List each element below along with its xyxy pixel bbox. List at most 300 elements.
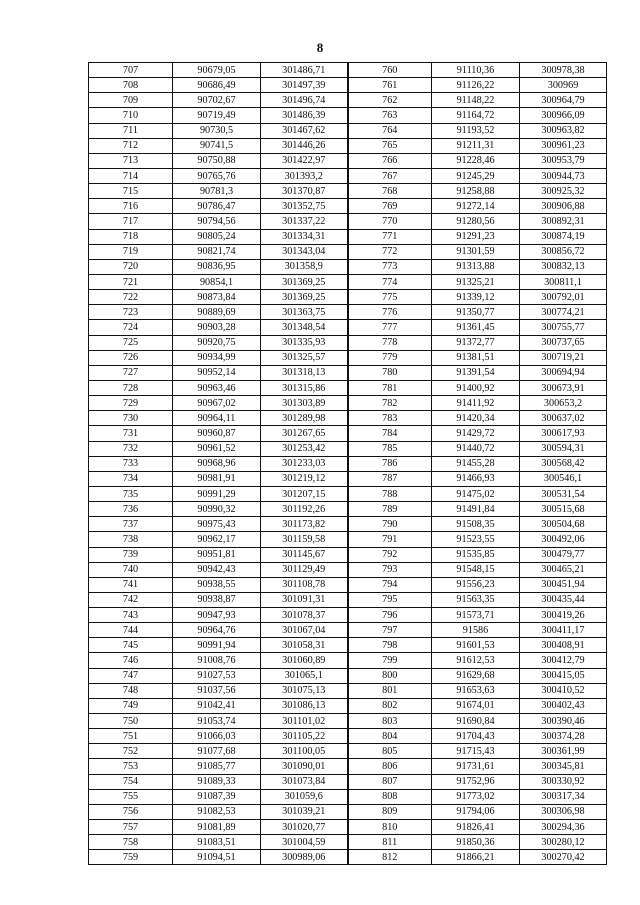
point-number-right: 762 (348, 93, 432, 108)
x-coordinate-left: 90963,46 (173, 380, 261, 395)
y-coordinate-left: 301422,97 (261, 153, 348, 168)
x-coordinate-left: 90786,47 (173, 199, 261, 214)
point-number-left: 751 (89, 729, 173, 744)
x-coordinate-right: 91752,96 (432, 774, 520, 789)
x-coordinate-right: 91391,54 (432, 365, 520, 380)
y-coordinate-right: 300270,42 (520, 850, 607, 865)
point-number-left: 733 (89, 456, 173, 471)
y-coordinate-right: 300737,65 (520, 335, 607, 350)
x-coordinate-right: 91228,46 (432, 153, 520, 168)
x-coordinate-left: 91037,56 (173, 683, 261, 698)
x-coordinate-right: 91440,72 (432, 441, 520, 456)
x-coordinate-left: 90686,49 (173, 78, 261, 93)
x-coordinate-right: 91475,02 (432, 486, 520, 501)
y-coordinate-right: 300419,26 (520, 608, 607, 623)
x-coordinate-right: 91420,34 (432, 411, 520, 426)
y-coordinate-right: 300637,02 (520, 411, 607, 426)
point-number-right: 802 (348, 698, 432, 713)
x-coordinate-right: 91794,06 (432, 804, 520, 819)
y-coordinate-right: 300408,91 (520, 638, 607, 653)
table-row (89, 335, 607, 350)
point-number-right: 781 (348, 380, 432, 395)
point-number-right: 764 (348, 123, 432, 138)
y-coordinate-left: 301058,31 (261, 638, 348, 653)
y-coordinate-right: 300294,36 (520, 820, 607, 835)
table-row (89, 592, 607, 607)
y-coordinate-left: 301073,84 (261, 774, 348, 789)
table-row (89, 562, 607, 577)
table-row (89, 547, 607, 562)
y-coordinate-left: 301370,87 (261, 184, 348, 199)
point-number-left: 737 (89, 517, 173, 532)
x-coordinate-left: 90750,88 (173, 153, 261, 168)
point-number-left: 720 (89, 259, 173, 274)
x-coordinate-right: 91411,92 (432, 396, 520, 411)
point-number-right: 805 (348, 744, 432, 759)
x-coordinate-right: 91313,88 (432, 259, 520, 274)
point-number-right: 804 (348, 729, 432, 744)
point-number-left: 709 (89, 93, 173, 108)
point-number-right: 810 (348, 820, 432, 835)
table-row (89, 744, 607, 759)
point-number-right: 765 (348, 138, 432, 153)
table-row (89, 214, 607, 229)
table-row (89, 411, 607, 426)
x-coordinate-right: 91535,85 (432, 547, 520, 562)
point-number-right: 789 (348, 502, 432, 517)
point-number-right: 776 (348, 305, 432, 320)
y-coordinate-left: 300989,06 (261, 850, 348, 865)
x-coordinate-right: 91704,43 (432, 729, 520, 744)
y-coordinate-right: 300330,92 (520, 774, 607, 789)
y-coordinate-left: 301086,13 (261, 698, 348, 713)
x-coordinate-left: 90961,52 (173, 441, 261, 456)
y-coordinate-left: 301192,26 (261, 502, 348, 517)
y-coordinate-right: 300435,44 (520, 592, 607, 607)
x-coordinate-left: 91085,77 (173, 759, 261, 774)
x-coordinate-left: 91066,03 (173, 729, 261, 744)
point-number-right: 808 (348, 789, 432, 804)
point-number-right: 795 (348, 592, 432, 607)
table-row (89, 320, 607, 335)
table-row (89, 365, 607, 380)
y-coordinate-left: 301075,13 (261, 683, 348, 698)
y-coordinate-left: 301334,31 (261, 229, 348, 244)
x-coordinate-left: 90873,84 (173, 290, 261, 305)
table-row (89, 608, 607, 623)
x-coordinate-right: 91110,36 (432, 63, 520, 78)
point-number-left: 756 (89, 804, 173, 819)
table-row (89, 820, 607, 835)
point-number-left: 736 (89, 502, 173, 517)
point-number-left: 716 (89, 199, 173, 214)
point-number-left: 741 (89, 577, 173, 592)
table-row (89, 623, 607, 638)
point-number-right: 772 (348, 244, 432, 259)
table-row (89, 653, 607, 668)
point-number-left: 745 (89, 638, 173, 653)
y-coordinate-right: 300415,05 (520, 668, 607, 683)
table-row (89, 138, 607, 153)
x-coordinate-left: 90938,87 (173, 592, 261, 607)
point-number-right: 787 (348, 471, 432, 486)
x-coordinate-right: 91523,55 (432, 532, 520, 547)
point-number-right: 791 (348, 532, 432, 547)
x-coordinate-left: 91081,89 (173, 820, 261, 835)
point-number-left: 754 (89, 774, 173, 789)
x-coordinate-left: 90952,14 (173, 365, 261, 380)
coordinates-table-body (89, 63, 607, 865)
point-number-left: 712 (89, 138, 173, 153)
x-coordinate-left: 90765,76 (173, 168, 261, 183)
y-coordinate-left: 301059,6 (261, 789, 348, 804)
y-coordinate-left: 301129,49 (261, 562, 348, 577)
y-coordinate-left: 301067,04 (261, 623, 348, 638)
y-coordinate-left: 301219,12 (261, 471, 348, 486)
point-number-left: 739 (89, 547, 173, 562)
x-coordinate-right: 91491,84 (432, 502, 520, 517)
point-number-right: 778 (348, 335, 432, 350)
y-coordinate-left: 301090,01 (261, 759, 348, 774)
y-coordinate-right: 300978,38 (520, 63, 607, 78)
point-number-left: 715 (89, 184, 173, 199)
y-coordinate-left: 301369,25 (261, 274, 348, 289)
y-coordinate-right: 300531,54 (520, 486, 607, 501)
point-number-left: 721 (89, 274, 173, 289)
point-number-right: 782 (348, 396, 432, 411)
table-row (89, 714, 607, 729)
y-coordinate-right: 300892,31 (520, 214, 607, 229)
x-coordinate-right: 91690,84 (432, 714, 520, 729)
table-row (89, 835, 607, 850)
y-coordinate-right: 300374,28 (520, 729, 607, 744)
x-coordinate-left: 90991,94 (173, 638, 261, 653)
y-coordinate-right: 300617,93 (520, 426, 607, 441)
point-number-right: 771 (348, 229, 432, 244)
point-number-left: 753 (89, 759, 173, 774)
x-coordinate-left: 90968,96 (173, 456, 261, 471)
point-number-right: 761 (348, 78, 432, 93)
table-row (89, 290, 607, 305)
x-coordinate-right: 91400,92 (432, 380, 520, 395)
y-coordinate-left: 301267,65 (261, 426, 348, 441)
y-coordinate-right: 300345,81 (520, 759, 607, 774)
point-number-left: 717 (89, 214, 173, 229)
x-coordinate-right: 91563,35 (432, 592, 520, 607)
y-coordinate-left: 301335,93 (261, 335, 348, 350)
table-row (89, 305, 607, 320)
point-number-left: 731 (89, 426, 173, 441)
y-coordinate-right: 300653,2 (520, 396, 607, 411)
x-coordinate-right: 91556,23 (432, 577, 520, 592)
point-number-right: 811 (348, 835, 432, 850)
table-row (89, 93, 607, 108)
point-number-right: 800 (348, 668, 432, 683)
coordinates-table (88, 62, 607, 865)
point-number-left: 744 (89, 623, 173, 638)
x-coordinate-right: 91372,77 (432, 335, 520, 350)
point-number-right: 807 (348, 774, 432, 789)
point-number-left: 752 (89, 744, 173, 759)
y-coordinate-right: 300832,13 (520, 259, 607, 274)
x-coordinate-left: 90975,43 (173, 517, 261, 532)
table-row (89, 350, 607, 365)
x-coordinate-left: 90960,87 (173, 426, 261, 441)
x-coordinate-right: 91466,93 (432, 471, 520, 486)
y-coordinate-right: 300515,68 (520, 502, 607, 517)
y-coordinate-left: 301145,67 (261, 547, 348, 562)
y-coordinate-right: 300451,94 (520, 577, 607, 592)
y-coordinate-left: 301325,57 (261, 350, 348, 365)
x-coordinate-left: 90741,5 (173, 138, 261, 153)
x-coordinate-right: 91548,15 (432, 562, 520, 577)
point-number-left: 740 (89, 562, 173, 577)
point-number-left: 758 (89, 835, 173, 850)
y-coordinate-left: 301060,89 (261, 653, 348, 668)
point-number-right: 775 (348, 290, 432, 305)
y-coordinate-right: 300317,34 (520, 789, 607, 804)
x-coordinate-left: 90947,93 (173, 608, 261, 623)
x-coordinate-left: 91077,68 (173, 744, 261, 759)
x-coordinate-left: 90920,75 (173, 335, 261, 350)
table-row (89, 789, 607, 804)
x-coordinate-right: 91258,88 (432, 184, 520, 199)
point-number-right: 784 (348, 426, 432, 441)
x-coordinate-right: 91573,71 (432, 608, 520, 623)
x-coordinate-left: 91089,33 (173, 774, 261, 789)
table-row (89, 184, 607, 199)
table-row (89, 517, 607, 532)
table-row (89, 774, 607, 789)
x-coordinate-left: 90942,43 (173, 562, 261, 577)
point-number-left: 732 (89, 441, 173, 456)
point-number-right: 785 (348, 441, 432, 456)
point-number-left: 707 (89, 63, 173, 78)
y-coordinate-left: 301289,98 (261, 411, 348, 426)
x-coordinate-left: 90964,76 (173, 623, 261, 638)
y-coordinate-right: 300906,88 (520, 199, 607, 214)
table-row (89, 668, 607, 683)
table-row (89, 153, 607, 168)
y-coordinate-left: 301446,26 (261, 138, 348, 153)
y-coordinate-left: 301497,39 (261, 78, 348, 93)
x-coordinate-left: 91053,74 (173, 714, 261, 729)
y-coordinate-left: 301343,04 (261, 244, 348, 259)
point-number-left: 727 (89, 365, 173, 380)
point-number-left: 728 (89, 380, 173, 395)
y-coordinate-left: 301108,78 (261, 577, 348, 592)
x-coordinate-left: 91008,76 (173, 653, 261, 668)
table-row (89, 168, 607, 183)
x-coordinate-right: 91301,59 (432, 244, 520, 259)
y-coordinate-right: 300594,31 (520, 441, 607, 456)
y-coordinate-right: 300546,1 (520, 471, 607, 486)
point-number-right: 794 (348, 577, 432, 592)
y-coordinate-right: 300874,19 (520, 229, 607, 244)
table-row (89, 502, 607, 517)
x-coordinate-left: 90967,02 (173, 396, 261, 411)
table-row (89, 244, 607, 259)
x-coordinate-right: 91280,56 (432, 214, 520, 229)
point-number-left: 743 (89, 608, 173, 623)
table-row (89, 729, 607, 744)
table-row (89, 441, 607, 456)
x-coordinate-left: 90964,11 (173, 411, 261, 426)
point-number-left: 714 (89, 168, 173, 183)
table-row (89, 63, 607, 78)
point-number-right: 793 (348, 562, 432, 577)
y-coordinate-left: 301100,05 (261, 744, 348, 759)
table-row (89, 108, 607, 123)
y-coordinate-right: 300390,46 (520, 714, 607, 729)
x-coordinate-right: 91381,51 (432, 350, 520, 365)
point-number-left: 708 (89, 78, 173, 93)
point-number-right: 801 (348, 683, 432, 698)
x-coordinate-right: 91164,72 (432, 108, 520, 123)
table-row (89, 638, 607, 653)
x-coordinate-left: 90794,56 (173, 214, 261, 229)
y-coordinate-right: 300479,77 (520, 547, 607, 562)
y-coordinate-left: 301173,82 (261, 517, 348, 532)
x-coordinate-right: 91715,43 (432, 744, 520, 759)
y-coordinate-left: 301020,77 (261, 820, 348, 835)
y-coordinate-right: 300961,23 (520, 138, 607, 153)
point-number-right: 779 (348, 350, 432, 365)
y-coordinate-left: 301039,21 (261, 804, 348, 819)
table-row (89, 380, 607, 395)
point-number-left: 747 (89, 668, 173, 683)
table-row (89, 78, 607, 93)
table-row (89, 274, 607, 289)
point-number-left: 722 (89, 290, 173, 305)
y-coordinate-right: 300306,98 (520, 804, 607, 819)
point-number-left: 759 (89, 850, 173, 865)
y-coordinate-left: 301486,71 (261, 63, 348, 78)
table-row (89, 683, 607, 698)
point-number-left: 750 (89, 714, 173, 729)
y-coordinate-right: 300361,99 (520, 744, 607, 759)
table-row (89, 259, 607, 274)
point-number-left: 710 (89, 108, 173, 123)
x-coordinate-right: 91245,29 (432, 168, 520, 183)
point-number-right: 763 (348, 108, 432, 123)
point-number-right: 798 (348, 638, 432, 653)
point-number-left: 726 (89, 350, 173, 365)
y-coordinate-right: 300964,79 (520, 93, 607, 108)
x-coordinate-left: 91042,41 (173, 698, 261, 713)
y-coordinate-right: 300856,72 (520, 244, 607, 259)
x-coordinate-right: 91850,36 (432, 835, 520, 850)
y-coordinate-right: 300792,01 (520, 290, 607, 305)
y-coordinate-left: 301486,39 (261, 108, 348, 123)
x-coordinate-right: 91193,52 (432, 123, 520, 138)
y-coordinate-left: 301101,02 (261, 714, 348, 729)
point-number-left: 742 (89, 592, 173, 607)
x-coordinate-left: 90679,05 (173, 63, 261, 78)
y-coordinate-right: 300944,73 (520, 168, 607, 183)
x-coordinate-left: 91082,53 (173, 804, 261, 819)
x-coordinate-right: 91731,61 (432, 759, 520, 774)
table-row (89, 850, 607, 865)
point-number-right: 792 (348, 547, 432, 562)
point-number-left: 730 (89, 411, 173, 426)
point-number-left: 719 (89, 244, 173, 259)
x-coordinate-right: 91508,35 (432, 517, 520, 532)
x-coordinate-right: 91211,31 (432, 138, 520, 153)
table-row (89, 759, 607, 774)
point-number-left: 723 (89, 305, 173, 320)
point-number-left: 729 (89, 396, 173, 411)
point-number-right: 774 (348, 274, 432, 289)
table-row (89, 532, 607, 547)
y-coordinate-left: 301348,54 (261, 320, 348, 335)
y-coordinate-right: 300811,1 (520, 274, 607, 289)
y-coordinate-right: 300774,21 (520, 305, 607, 320)
y-coordinate-right: 300402,43 (520, 698, 607, 713)
x-coordinate-right: 91126,22 (432, 78, 520, 93)
y-coordinate-left: 301091,31 (261, 592, 348, 607)
x-coordinate-right: 91339,12 (432, 290, 520, 305)
y-coordinate-right: 300969 (520, 78, 607, 93)
y-coordinate-left: 301105,22 (261, 729, 348, 744)
x-coordinate-left: 91027,53 (173, 668, 261, 683)
y-coordinate-right: 300492,06 (520, 532, 607, 547)
point-number-left: 724 (89, 320, 173, 335)
x-coordinate-right: 91148,22 (432, 93, 520, 108)
table-row (89, 486, 607, 501)
x-coordinate-right: 91629,68 (432, 668, 520, 683)
x-coordinate-right: 91674,01 (432, 698, 520, 713)
point-number-right: 760 (348, 63, 432, 78)
x-coordinate-left: 90702,67 (173, 93, 261, 108)
x-coordinate-left: 90889,69 (173, 305, 261, 320)
y-coordinate-left: 301318,13 (261, 365, 348, 380)
x-coordinate-left: 90719,49 (173, 108, 261, 123)
point-number-right: 770 (348, 214, 432, 229)
point-number-left: 725 (89, 335, 173, 350)
x-coordinate-right: 91866,21 (432, 850, 520, 865)
x-coordinate-left: 90781,3 (173, 184, 261, 199)
x-coordinate-left: 91083,51 (173, 835, 261, 850)
y-coordinate-left: 301337,22 (261, 214, 348, 229)
y-coordinate-right: 300568,42 (520, 456, 607, 471)
table-row (89, 456, 607, 471)
point-number-right: 766 (348, 153, 432, 168)
table-row (89, 698, 607, 713)
x-coordinate-left: 90990,32 (173, 502, 261, 517)
point-number-left: 713 (89, 153, 173, 168)
y-coordinate-left: 301369,25 (261, 290, 348, 305)
y-coordinate-right: 300280,12 (520, 835, 607, 850)
x-coordinate-right: 91586 (432, 623, 520, 638)
point-number-right: 797 (348, 623, 432, 638)
y-coordinate-left: 301303,89 (261, 396, 348, 411)
y-coordinate-right: 300410,52 (520, 683, 607, 698)
x-coordinate-left: 90962,17 (173, 532, 261, 547)
point-number-left: 735 (89, 486, 173, 501)
y-coordinate-left: 301393,2 (261, 168, 348, 183)
point-number-left: 757 (89, 820, 173, 835)
page-number: 8 (316, 40, 324, 55)
point-number-right: 803 (348, 714, 432, 729)
x-coordinate-left: 90991,29 (173, 486, 261, 501)
point-number-left: 746 (89, 653, 173, 668)
point-number-left: 738 (89, 532, 173, 547)
x-coordinate-left: 90938,55 (173, 577, 261, 592)
x-coordinate-left: 90951,81 (173, 547, 261, 562)
y-coordinate-left: 301233,03 (261, 456, 348, 471)
x-coordinate-right: 91429,72 (432, 426, 520, 441)
